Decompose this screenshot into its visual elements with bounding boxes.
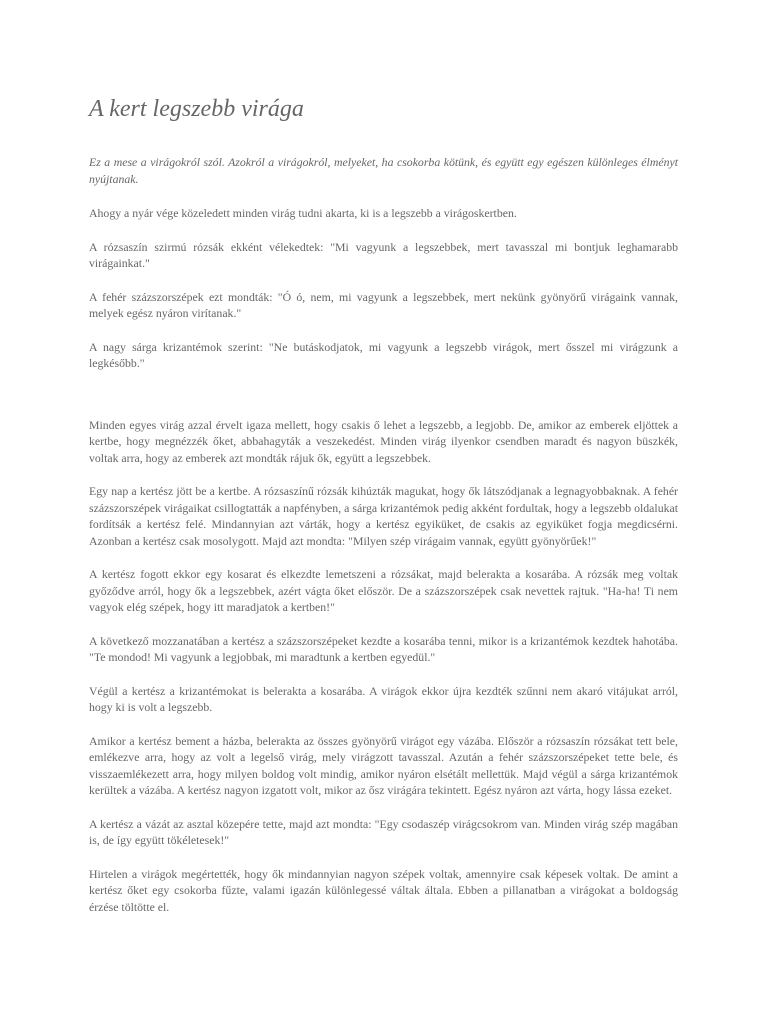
paragraph: Hirtelen a virágok megértették, hogy ők mindannyian nagyon szépek voltak, amennyire csak képesek voltak. De amint a kertész őket egy csokorba fűzte, valami igazán különlegessé váltak általa. Ebben a pillanatban a virágokat a boldogság érzése töltötte el.	[89, 866, 678, 914]
paragraph: A rózsaszín szirmú rózsák ekként vélekedtek: "Mi vagyunk a legszebbek, mert tavasszal mi bontjuk leghamarabb virágainkat."	[89, 239, 678, 270]
paragraph: A kertész a vázát az asztal közepére tette, majd azt mondta: "Egy csodaszép virágcsokrom van. Minden virág szép magában is, de így együtt tökéletesek!"	[89, 816, 678, 847]
paragraph: Egy nap a kertész jött be a kertbe. A rózsaszínű rózsák kihúzták magukat, hogy ők látszódjanak a legnagyobbaknak. A fehér százszorszépek virágaikat csillogtatták a napfényben, a sárga krizantémok pedig akként fordultak, hogy a legszebb oldalukat fordítsák a kertész felé. Mindannyian azt várták, hogy a kertész egyiküket, de csakis az egyiküket fogja megdicsérni. Azonban a kertész csak mosolygott. Majd azt mondta: "Milyen szép virágaim vannak, együtt gyönyörűek!"	[89, 484, 678, 548]
paragraph: Végül a kertész a krizantémokat is belerakta a kosarába. A virágok ekkor újra kezdték szűnni nem akaró vitájukat arról, hogy ki is volt a legszebb.	[89, 683, 678, 714]
document-title: A kert legszebb virága	[89, 96, 304, 122]
paragraph: Ahogy a nyár vége közeledett minden virág tudni akarta, ki is a legszebb a virágoskertben.	[89, 206, 517, 220]
paragraph: A fehér százszorszépek ezt mondták: "Ó ó, nem, mi vagyunk a legszebbek, mert nekünk gyönyörű virágaink vannak, melyek egész nyáron virítanak."	[89, 289, 678, 320]
document-page	[89, 94, 678, 932]
intro-paragraph: Ez a mese a virágokról szól. Azokról a virágokról, melyeket, ha csokorba kötünk, és együtt egy egészen különleges élményt nyújtanak.	[89, 155, 678, 186]
paragraph: A nagy sárga krizantémok szerint: "Ne butáskodjatok, mi vagyunk a legszebb virágok, mert ősszel mi virágzunk a legkésőbb."	[89, 339, 678, 370]
paragraph: Minden egyes virág azzal érvelt igaza mellett, hogy csakis ő lehet a legszebb, a legjobb. De, amikor az emberek eljöttek a kertbe, hogy megnézzék őket, abbahagyták a veszekedést. Minden virág ilyenkor csendben maradt és nagyon büszkék, voltak arra, hogy az emberek azt mondták rájuk ők, együtt a legszebbek.	[89, 417, 678, 465]
paragraph: A kertész fogott ekkor egy kosarat és elkezdte lemetszeni a rózsákat, majd belerakta a kosarába. A rózsák meg voltak győződve arról, hogy ők a legszebbek, azért vágta őket először. De a százszorszépek csak nevettek rajtuk. "Ha-ha! Ti nem vagyok elég szépek, hogy itt maradjatok a kertben!"	[89, 567, 678, 614]
paragraph: A következő mozzanatában a kertész a százszorszépeket kezdte a kosarába tenni, mikor is a krizantémok kezdtek hahotába. "Te mondod! Mi vagyunk a legjobbak, mi maradtunk a kertben egyedül."	[89, 633, 678, 664]
paragraph: Amikor a kertész bement a házba, belerakta az összes gyönyörű virágot egy vázába. Először a rózsaszín rózsákat tett bele, emlékezve arra, hogy az volt a legelső virág, mely virágzott tavasszal. Azután a fehér százszorszépeket tette bele, és visszaemlékezett arra, hogy milyen boldog volt mindig, amikor nyáron elsétált mellettük. Majd végül a sárga krizantémok kerültek a vázába. A kertész nagyon izgatott volt, mikor az ősz virágára tekintett. Egész nyáron azt várta, hogy lássa ezeket.	[89, 733, 678, 797]
